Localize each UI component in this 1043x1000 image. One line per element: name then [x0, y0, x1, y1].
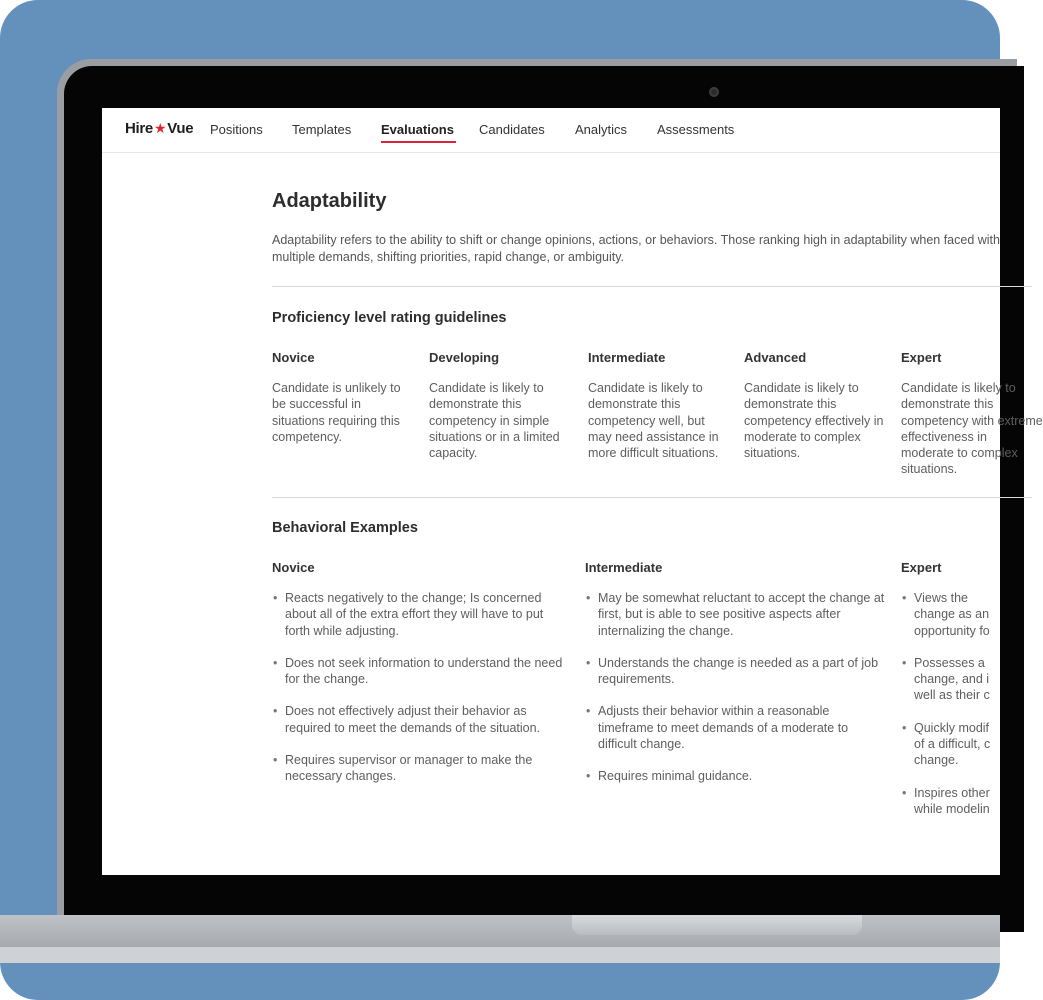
- page-description: Adaptability refers to the ability to shift or change opinions, actions, or behaviors. Those ranking high in adaptability when faced with multiple demands, shifting priorities, rapid change, or ambiguity.: [272, 233, 1000, 264]
- nav-candidates[interactable]: Candidates: [479, 122, 545, 137]
- list-item: • May be somewhat reluctant to accept the change at first, but is able to see positive aspects after internalizing the change.: [585, 590, 885, 639]
- level-name: Advanced: [744, 350, 807, 365]
- nav-evaluations[interactable]: Evaluations: [381, 122, 454, 137]
- behavior-level-name: Intermediate: [585, 560, 663, 575]
- list-item: • Adjusts their behavior within a reasonable timeframe to meet demands of a moderate to difficult change.: [585, 703, 885, 752]
- list-item: • Possesses a change, and i well as their c: [901, 655, 1001, 704]
- level-name: Intermediate: [588, 350, 666, 365]
- page-title: Adaptability: [272, 190, 387, 212]
- proficiency-level-novice: [272, 350, 412, 445]
- nav-templates[interactable]: Templates: [292, 122, 352, 137]
- level-name: Expert: [901, 350, 942, 365]
- nav-analytics[interactable]: Analytics: [575, 122, 628, 137]
- level-text: Candidate is likely to demonstrate this competency with extreme effectiveness in moderate to complex situations.: [901, 381, 1043, 477]
- nav-positions[interactable]: Positions: [210, 122, 263, 137]
- level-text: Candidate is likely to demonstrate this competency well, but may need assistance in more difficult situations.: [588, 381, 719, 461]
- behavioral-heading: Behavioral Examples: [272, 520, 418, 536]
- behavioral-column-novice: [272, 560, 570, 801]
- list-item: • Does not effectively adjust their behavior as required to meet the demands of the situation.: [272, 703, 570, 736]
- laptop-base-lip: [0, 947, 1000, 963]
- behavior-level-name: Expert: [901, 560, 942, 575]
- hirevue-logo[interactable]: [125, 120, 193, 137]
- level-name: Novice: [272, 350, 315, 365]
- list-item: • Does not seek information to understand the need for the change.: [272, 655, 570, 688]
- proficiency-heading: Proficiency level rating guidelines: [272, 310, 507, 326]
- app-screen: [102, 108, 1043, 875]
- divider: [272, 286, 1032, 287]
- list-item: • Quickly modif of a difficult, c change.: [901, 720, 1001, 769]
- proficiency-level-advanced: [744, 350, 886, 461]
- proficiency-level-expert: [901, 350, 1043, 478]
- list-item: • Understands the change is needed as a part of job requirements.: [585, 655, 885, 688]
- logo-text-right: Vue: [167, 120, 194, 137]
- list-item: • Requires minimal guidance.: [585, 768, 885, 784]
- behavior-level-name: Novice: [272, 560, 315, 575]
- divider: [272, 497, 1032, 498]
- top-nav: [102, 108, 1000, 153]
- level-name: Developing: [429, 350, 500, 365]
- list-item: • Views the change as an opportunity fo: [901, 590, 1001, 639]
- list-item: • Requires supervisor or manager to make the necessary changes.: [272, 752, 570, 785]
- camera-icon: [709, 87, 719, 97]
- active-tab-indicator: [381, 141, 456, 143]
- star-icon: ★: [153, 120, 167, 136]
- proficiency-level-developing: [429, 350, 571, 461]
- nav-assessments[interactable]: Assessments: [657, 122, 735, 137]
- list-item: • Inspires other while modelin: [901, 785, 1001, 818]
- logo-text-left: Hire: [125, 120, 153, 137]
- level-text: Candidate is likely to demonstrate this competency in simple situations or in a limited capacity.: [429, 381, 560, 461]
- level-text: Candidate is unlikely to be successful in situations requiring this competency.: [272, 381, 401, 444]
- level-text: Candidate is likely to demonstrate this competency effectively in moderate to complex situations.: [744, 381, 884, 461]
- behavioral-column-intermediate: [585, 560, 885, 801]
- list-item: • Reacts negatively to the change; Is concerned about all of the extra effort they will have to put forth while adjusting.: [272, 590, 570, 639]
- proficiency-level-intermediate: [588, 350, 730, 461]
- behavioral-column-expert: [901, 560, 1001, 833]
- laptop-base-notch: [572, 915, 862, 935]
